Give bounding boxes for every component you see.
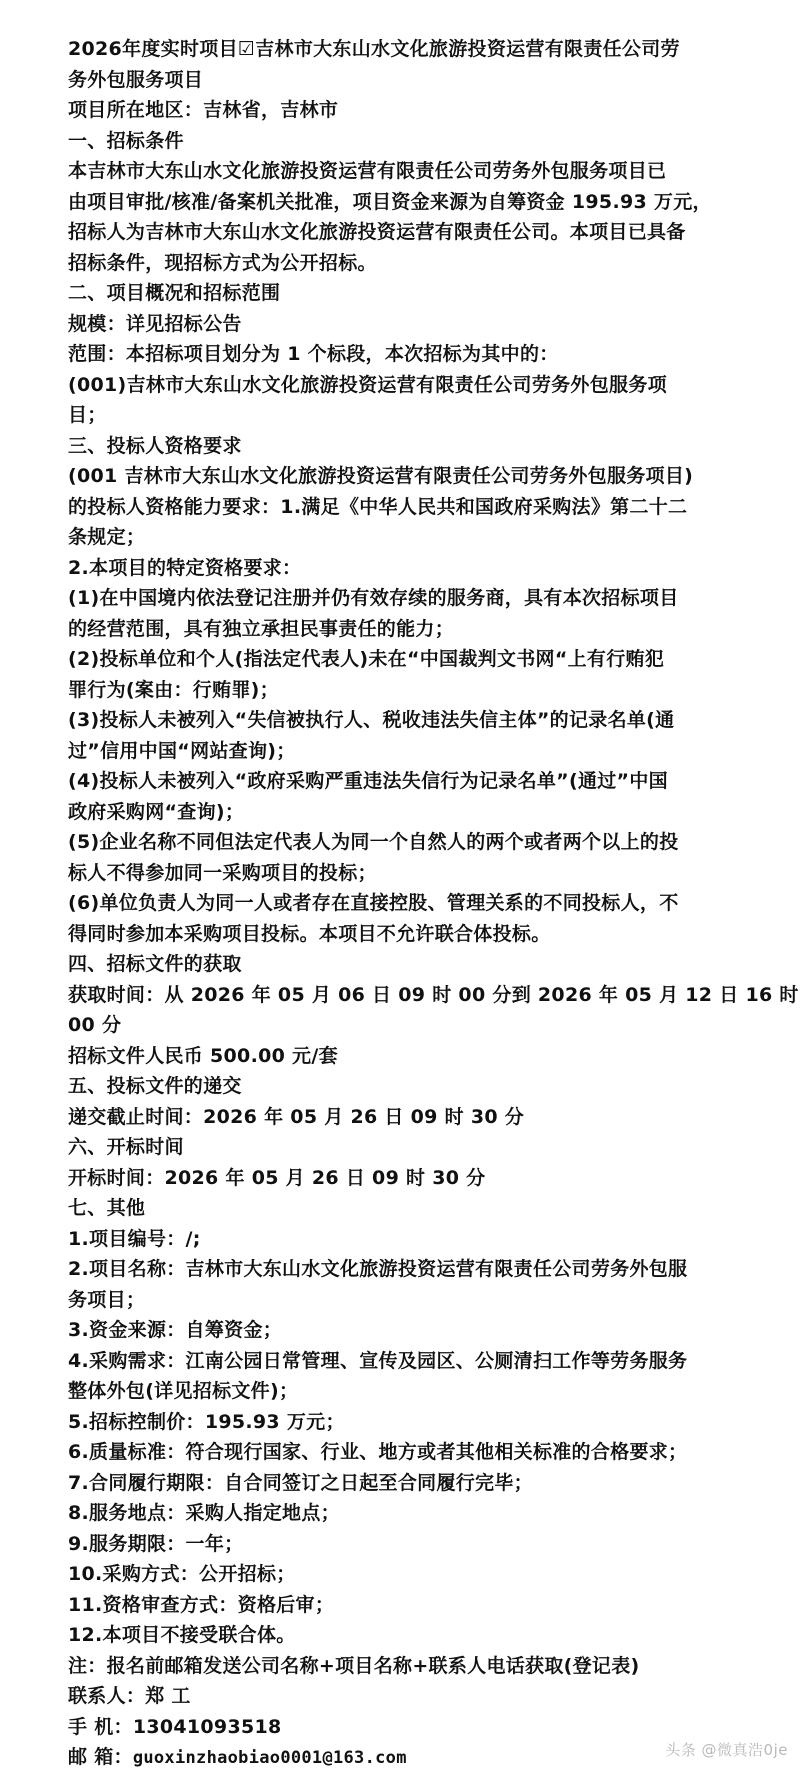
document-line: 招标条件，现招标方式为公开招标。 <box>68 251 377 274</box>
document-line: 6.质量标准：符合现行国家、行业、地方或者其他相关标准的合格要求； <box>68 1441 688 1463</box>
document-line: 注：报名前邮箱发送公司名称+项目名称+联系人电话获取(登记表) <box>68 1654 640 1677</box>
document-line: (1)在中国境内依法登记注册并仍有效存续的服务商，具有本次招标项目 <box>68 587 679 609</box>
document-line: 递交截止时间：2026 年 05 月 26 日 09 时 30 分 <box>68 1105 525 1128</box>
document-line: 范围：本招标项目划分为 1 个标段，本次招标为其中的： <box>68 343 559 365</box>
document-line: (5)企业名称不同但法定代表人为同一个自然人的两个或者两个以上的投 <box>68 831 679 853</box>
document-line: 整体外包(详见招标文件)； <box>68 1380 299 1402</box>
document-line: 7.合同履行期限：自合同签订之日起至合同履行完毕； <box>68 1471 533 1494</box>
document-line: (2)投标单位和个人(指法定代表人)未在“中国裁判文书网“上有行贿犯 <box>68 648 665 670</box>
document-line: 项目所在地区：吉林省，吉林市 <box>68 99 339 121</box>
document-line: 2.项目名称：吉林市大东山水文化旅游投资运营有限责任公司劳务外包服 <box>68 1258 688 1280</box>
document-line: 二、项目概况和招标范围 <box>68 282 281 304</box>
document-line: 12.本项目不接受联合体。 <box>68 1624 296 1646</box>
document-line: 3.资金来源：自筹资金； <box>68 1319 283 1341</box>
document-line: (4)投标人未被列入“政府采购严重违法失信行为记录名单”(通过”中国 <box>68 770 668 792</box>
document-line: 获取时间：从 2026 年 05 月 06 日 09 时 00 分到 2026 年 05 月 12 日 16 时 <box>68 983 799 1006</box>
document-line: 三、投标人资格要求 <box>68 434 242 457</box>
document-line: 联系人：郑 工 <box>68 1685 191 1707</box>
document-line: 过”信用中国“网站查询)； <box>68 739 296 762</box>
document-line: 2.本项目的特定资格要求： <box>68 556 302 579</box>
document-line: 一、招标条件 <box>68 129 184 152</box>
document-line: 00 分 <box>68 1014 122 1036</box>
document-line: 六、开标时间 <box>68 1136 184 1158</box>
document-line: 4.采购需求：江南公园日常管理、宣传及园区、公厕清扫工作等劳务服务 <box>68 1349 688 1372</box>
document-line: (001 吉林市大东山水文化旅游投资运营有限责任公司劳务外包服务项目) <box>68 465 694 487</box>
watermark: 头条 @微真浩0je <box>665 1741 788 1759</box>
document-line: 条规定； <box>68 526 146 548</box>
document-line: 得同时参加本采购项目投标。本项目不允许联合体投标。 <box>68 922 551 945</box>
document-line: 1.项目编号：/; <box>68 1227 201 1250</box>
document-line: 罪行为(案由：行贿罪)； <box>68 678 279 701</box>
document-line: 2026年度实时项目☑吉林市大东山水文化旅游投资运营有限责任公司劳 <box>68 38 680 60</box>
document-line: 9.服务期限：一年； <box>68 1532 244 1555</box>
document-line: 招标人为吉林市大东山水文化旅游投资运营有限责任公司。本项目已具备 <box>68 221 686 243</box>
document-line: (6)单位负责人为同一人或者存在直接控股、管理关系的不同投标人，不 <box>68 892 679 914</box>
document-line: 标人不得参加同一采购项目的投标； <box>68 861 377 884</box>
document-line: 11.资格审查方式：资格后审； <box>68 1593 335 1616</box>
document-line: 5.招标控制价：195.93 万元； <box>68 1410 345 1433</box>
document-line: 政府采购网“查询)； <box>68 800 245 823</box>
document-line: 规模：详见招标公告 <box>68 312 242 335</box>
document-line: 的经营范围，具有独立承担民事责任的能力； <box>68 617 455 640</box>
document-line: 的投标人资格能力要求：1.满足《中华人民共和国政府采购法》第二十二 <box>68 495 688 518</box>
document-line: 手 机：13041093518 <box>68 1715 282 1738</box>
document-line: (001)吉林市大东山水文化旅游投资运营有限责任公司劳务外包服务项 <box>68 373 667 396</box>
document-line: 8.服务地点：采购人指定地点； <box>68 1502 340 1524</box>
document-line: 五、投标文件的递交 <box>68 1075 242 1097</box>
document-line: 七、其他 <box>68 1197 146 1219</box>
document-line: 目； <box>68 404 107 426</box>
email-label: 邮 箱： <box>68 1746 133 1768</box>
document-line: 招标文件人民币 500.00 元/套 <box>68 1044 338 1067</box>
document-line: 开标时间：2026 年 05 月 26 日 09 时 30 分 <box>68 1166 486 1189</box>
document-line: 本吉林市大东山水文化旅游投资运营有限责任公司劳务外包服务项目已 <box>68 160 667 182</box>
document-line: 由项目审批/核准/备案机关批准，项目资金来源为自筹资金 195.93 万元， <box>68 190 712 213</box>
document-line: 10.采购方式：公开招标； <box>68 1563 296 1585</box>
document-line: 四、招标文件的获取 <box>68 953 242 975</box>
document-line: 务外包服务项目 <box>68 68 204 91</box>
document-line: (3)投标人未被列入“失信被执行人、税收违法失信主体”的记录名单(通 <box>68 709 675 731</box>
document-line: 务项目； <box>68 1288 146 1311</box>
email-address: guoxinzhaobiao0001@163.com <box>132 1748 407 1768</box>
